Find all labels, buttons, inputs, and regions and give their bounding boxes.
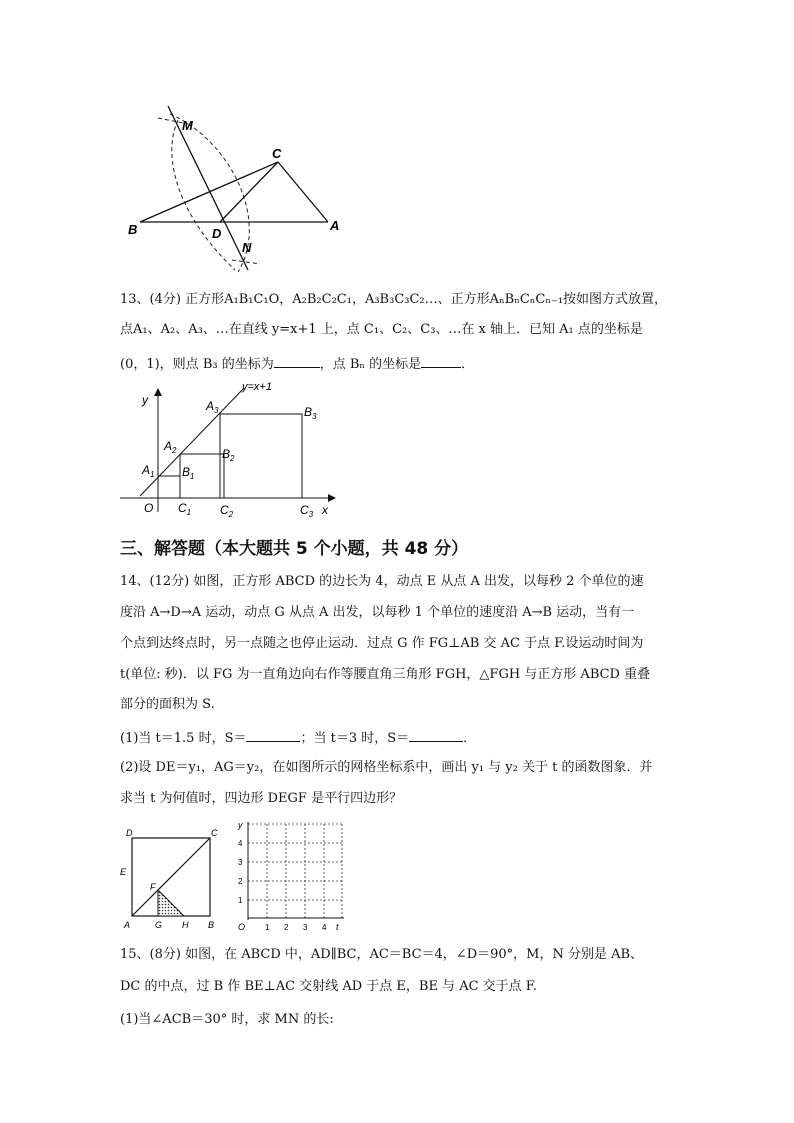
label-c2: $C_2$ — [220, 503, 234, 518]
figure-squares — [112, 378, 348, 518]
q13-line2: 点A₁、A₂、A₃、…在直线 y=x+1 上，点 C₁、C₂、C₃、…在 x 轴上．已知 A₁ 点的坐标是 — [120, 322, 643, 337]
q14-part1-c: ． — [463, 731, 477, 746]
q15-line3: (1)当∠ACB＝30° 时，求 MN 的长: — [120, 1012, 334, 1027]
label-b3: $B_3$ — [304, 405, 317, 421]
q13-line3-b: ，点 Bₙ 的坐标是 — [319, 357, 422, 372]
origin-label: O — [238, 922, 246, 932]
line-mn — [168, 106, 248, 270]
y-tick: 3 — [238, 858, 243, 867]
label-d: D — [212, 226, 222, 241]
segment-dc — [220, 162, 278, 222]
y-tick: 2 — [238, 877, 243, 886]
label-c: C — [211, 828, 218, 838]
label-f: F — [150, 882, 156, 892]
label-a: A — [330, 218, 340, 233]
q13-line3-c: ． — [461, 357, 475, 372]
y-tick: 4 — [238, 839, 243, 848]
figure-square-abcd — [116, 822, 226, 934]
label-b: B — [208, 920, 215, 930]
label-g: G — [155, 920, 163, 930]
label-d: D — [126, 828, 133, 838]
y-label: y — [142, 393, 148, 407]
segment-ca — [278, 162, 328, 222]
q13-line3 — [120, 353, 680, 375]
t-tick: 4 — [322, 923, 327, 932]
label-b2: $B_2$ — [222, 447, 235, 463]
label-a3: $A_3$ — [206, 399, 219, 415]
label-b1: $B_1$ — [182, 465, 195, 481]
answer-blank[interactable] — [246, 727, 300, 742]
y-arrow — [154, 388, 162, 396]
q14-line3: 个点到达终点时，另一点随之也停止运动．过点 G 作 FG⊥AB 交 AC 于点 F.设运动时间为 — [120, 636, 644, 651]
q14-line4: t(单位: 秒)．以 FG 为一直角边向右作等腰直角三角形 FGH，△FGH 与正方形 ABCD 重叠 — [120, 667, 651, 682]
label-c: C — [272, 146, 282, 161]
answer-blank[interactable] — [421, 353, 461, 368]
label-h: H — [182, 920, 189, 930]
y-label: y — [238, 820, 243, 830]
label-c1: $C_1$ — [178, 501, 192, 517]
q14-line1: 14、(12分) 如图，正方形 ABCD 的边长为 4，动点 E 从点 A 出发，以每秒 2 个单位的速 — [120, 574, 644, 589]
q14-part1 — [120, 727, 680, 749]
q13-line1: 13、(4分) 正方形A₁B₁C₁O，A₂B₂C₂C₁，A₃B₃C₃C₂…、正方形AₙBₙCₙCₙ₋₁按如图方式放置， — [120, 292, 668, 307]
section-heading: 三、解答题（本大题共 5 个小题，共 48 分） — [120, 539, 469, 559]
label-m: M — [182, 118, 193, 133]
figure-construction — [120, 100, 360, 280]
answer-blank[interactable] — [409, 727, 463, 742]
origin-label: O — [144, 501, 154, 515]
t-tick: 1 — [265, 923, 270, 932]
q14-line2: 度沿 A→D→A 运动，动点 G 从点 A 出发，以每秒 1 个单位的速度沿 A→B 运动，当有一 — [120, 605, 635, 620]
label-n: N — [242, 240, 252, 255]
t-tick: 3 — [303, 923, 308, 932]
t-tick: 2 — [284, 923, 289, 932]
segment-bc — [140, 162, 278, 222]
label-b: B — [128, 222, 138, 237]
q14-line5: 部分的面积为 S. — [120, 697, 215, 712]
label-a1: $A_1$ — [142, 463, 155, 479]
figure-grid — [230, 818, 350, 934]
q14-part2-line2: 求当 t 为何值时，四边形 DEGF 是平行四边形？ — [120, 791, 403, 806]
q14-part1-a: (1)当 t＝1.5 时，S＝ — [120, 731, 247, 746]
square-1 — [158, 476, 180, 498]
q14-part1-b: ；当 t＝3 时，S＝ — [300, 731, 410, 746]
label-c3: $C_3$ — [300, 503, 314, 518]
q15-line2: DC 的中点，过 B 作 BE⊥AC 交射线 AD 于点 E，BE 与 AC 交于点 F. — [120, 979, 537, 994]
label-e: E — [120, 867, 127, 877]
q13-line3-a: (0，1)，则点 B₃ 的坐标为 — [120, 357, 274, 372]
line-label: y=x+1 — [242, 381, 272, 393]
x-label: x — [322, 503, 328, 517]
overlap-region — [158, 890, 184, 916]
q14-part2-line1: (2)设 DE＝y₁，AG＝y₂，在如图所示的网格坐标系中，画出 y₁ 与 y₂ 关于 t 的函数图象．并 — [120, 760, 653, 775]
answer-blank[interactable] — [274, 353, 320, 368]
x-arrow — [328, 494, 336, 502]
y-tick: 1 — [238, 896, 243, 905]
label-a2: $A_2$ — [164, 439, 177, 455]
label-a: A — [124, 920, 131, 930]
q15-line1: 15、(8分) 如图，在 ABCD 中，AD∥BC，AC＝BC＝4，∠D＝90°，M，N 分别是 AB、 — [120, 947, 644, 962]
t-label: t — [336, 922, 339, 932]
